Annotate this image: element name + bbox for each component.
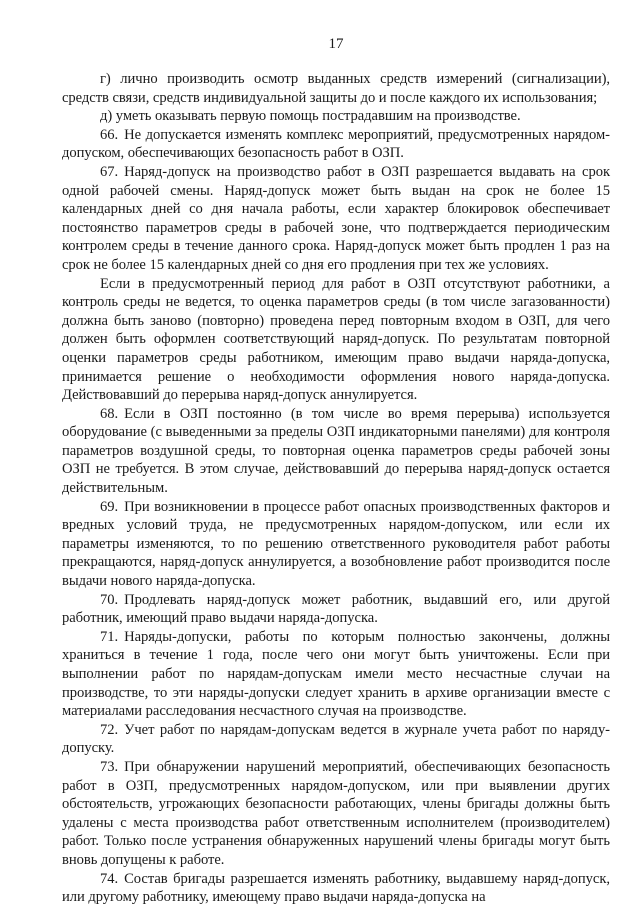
paragraph-number: 74. [100,870,119,887]
paragraph-number: 67. [100,163,119,180]
paragraph [62,70,610,107]
paragraph [62,870,610,907]
paragraph-text: Если в ОЗП постоянно (в том числе во время перерыва) используется оборудование (с выведенными за пределы ОЗП индикаторными панелями) для контроля параметров воздушной среды, то повторная оценка параметров среды рабочей зоны ОЗП не требуется. В этом случае, действовавший до перерыва наряд-допуск остается действительным. [62,405,610,497]
paragraph-number: 69. [100,498,119,515]
paragraph-text: Если в предусмотренный период для работ в ОЗП отсутствуют работники, а контроль среды не ведется, то оценка параметров среды (в том числе загазованности) должна быть заново (повторно) проведена перед повторным входом в ОЗП, для чего должен быть оформлен соответствующий наряд-допуск. По результатам повторной оценки параметров среды работником, имеющим право выдачи наряда-допуска, принимается решение о необходимости оформления нового наряда-допуска. Действовавший до перерыва наряд-допуск аннулируется. [62,275,610,404]
paragraph-text: д) уметь оказывать первую помощь пострадавшим на производстве. [100,108,521,125]
paragraph [62,628,610,721]
paragraph-text: Учет работ по нарядам-допускам ведется в журнале учета работ по наряду-допуску. [62,721,610,757]
paragraph-number: 73. [100,758,119,775]
paragraph-text: Состав бригады разрешается изменять работнику, выдавшему наряд-допуск, или другому работнику, имеющему право выдачи наряда-допуска на [62,870,610,906]
paragraph [62,275,610,405]
page-number: 17 [328,36,344,52]
paragraph-text: Не допускается изменять комплекс мероприятий, предусмотренных нарядом-допуском, обеспечивающих безопасность работ в ОЗП. [62,126,610,162]
paragraph [62,591,610,628]
paragraph-text: При возникновении в процессе работ опасных производственных факторов и вредных условий труда, не предусмотренных нарядом-допуском, или если их параметры изменяются, то по решению ответственного руководителя работ работы прекращаются, наряд-допуск аннулируется, а возобновление работ производится после выдачи нового наряда-допуска. [62,498,610,590]
paragraph-text: г) лично производить осмотр выданных средств измерений (сигнализации), средств связи, средств индивидуальной защиты до и после каждого их использования; [62,71,610,106]
paragraph-number: 66. [100,126,119,143]
paragraph-text: Продлевать наряд-допуск может работник, выдавший его, или другой работник, имеющий право выдачи наряда-допуска. [62,591,610,627]
paragraph-number: 71. [100,628,119,645]
paragraph [62,405,610,498]
paragraph-number: 68. [100,405,119,422]
paragraph [62,758,610,870]
paragraph [62,498,610,591]
document-body [62,70,610,907]
document-page [62,0,610,905]
paragraph-number: 70. [100,591,119,608]
paragraph-text: Наряд-допуск на производство работ в ОЗП разрешается выдавать на срок одной рабочей смены. Наряд-допуск может быть выдан на срок не более 15 календарных дней со дня начала работы, если характер блокировок обеспечивает постоянство параметров среды в рабочей зоне, что подтверждается периодическим контролем среды в течение данного срока. Наряд-допуск может быть продлен 1 раз на срок не более 15 календарных дней со дня его продления при тех же условиях. [62,163,610,273]
paragraph-text: Наряды-допуски, работы по которым полностью закончены, должны храниться в течение 1 года, после чего они могут быть уничтожены. Если при выполнении работ по нарядам-допускам имели место несчастные случаи на производстве, то эти наряды-допуски следует хранить в архиве организации вместе с материалами расследования несчастного случая на производстве. [62,628,610,720]
paragraph [62,107,610,126]
paragraph-text: При обнаружении нарушений мероприятий, обеспечивающих безопасность работ в ОЗП, предусмотренных нарядом-допуском, или при выявлении других обстоятельств, угрожающих безопасности работающих, члены бригады должны быть удалены с места производства работ ответственным исполнителем (производителем) работ. Только после устранения обнаруженных нарушений члены бригады могут быть вновь допущены к работе. [62,758,610,868]
paragraph [62,126,610,163]
paragraph [62,721,610,758]
paragraph-number: 72. [100,721,119,738]
paragraph [62,163,610,275]
